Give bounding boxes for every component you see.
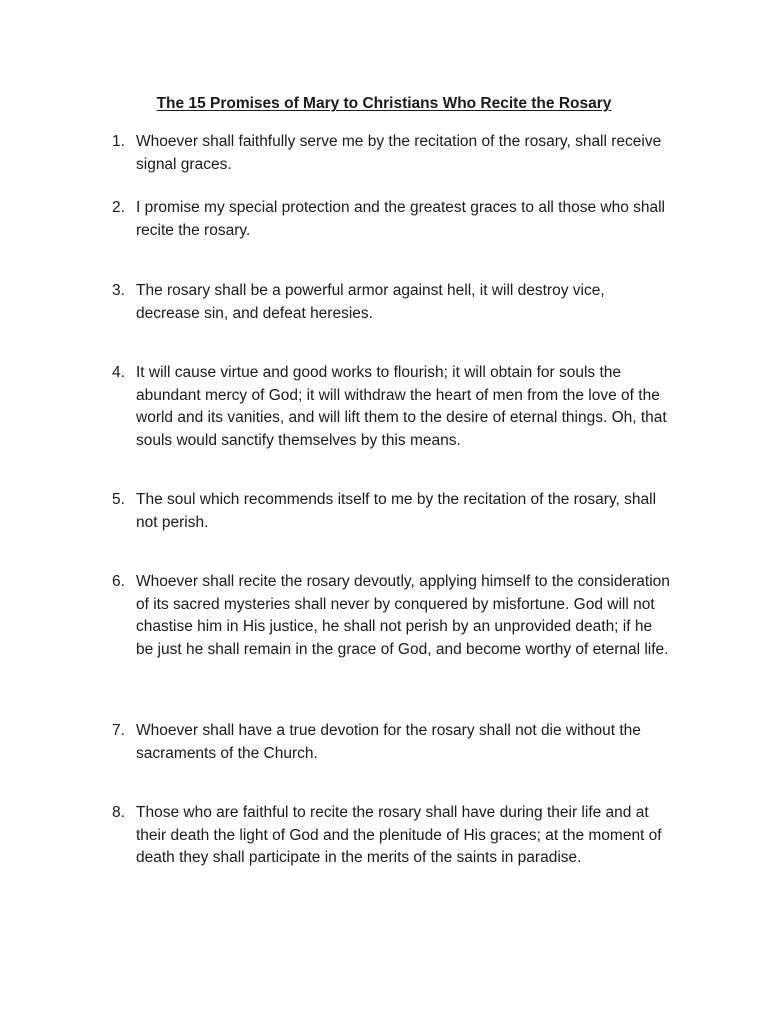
document-title: The 15 Promises of Mary to Christians Who Recite the Rosary <box>156 95 612 112</box>
promise-text: Whoever shall recite the rosary devoutly, applying himself to the consideration of its sacred mysteries shall never by conquered by misfortune. God will not chastise him in His justice, he shall not perish by an unprovided death; if he be just he shall remain in the grace of God, and become worthy of eternal life. <box>136 573 670 658</box>
promise-item-3 <box>112 280 672 325</box>
promise-number: 3. <box>112 282 125 299</box>
promise-text: The soul which recommends itself to me by the recitation of the rosary, shall not perish. <box>136 491 657 531</box>
promise-number: 2. <box>112 199 125 216</box>
promise-text: The rosary shall be a powerful armor against hell, it will destroy vice, decrease sin, and defeat heresies. <box>136 282 605 322</box>
promise-number: 5. <box>112 491 125 508</box>
promise-item-1 <box>112 131 672 176</box>
promise-item-4 <box>112 362 672 452</box>
promise-number: 4. <box>112 364 125 381</box>
promise-text: I promise my special protection and the greatest graces to all those who shall recite the rosary. <box>136 199 665 239</box>
promise-number: 1. <box>112 133 125 150</box>
promise-item-6 <box>112 571 672 661</box>
promise-text: It will cause virtue and good works to flourish; it will obtain for souls the abundant mercy of God; it will withdraw the heart of men from the love of the world and its vanities, and will lift them to the desire of eternal things. Oh, that souls would sanctify themselves by this means. <box>136 364 667 449</box>
promise-item-2 <box>112 197 672 242</box>
promise-item-7 <box>112 720 672 765</box>
promise-text: Whoever shall faithfully serve me by the recitation of the rosary, shall receive signal graces. <box>136 133 662 173</box>
promise-item-5 <box>112 489 672 534</box>
promise-number: 8. <box>112 804 125 821</box>
promise-text: Whoever shall have a true devotion for the rosary shall not die without the sacraments of the Church. <box>136 722 641 762</box>
promise-number: 7. <box>112 722 125 739</box>
promise-item-8 <box>112 802 672 870</box>
promise-text: Those who are faithful to recite the rosary shall have during their life and at their death the light of God and the plenitude of His graces; at the moment of death they shall participate in the merits of the saints in paradise. <box>136 804 662 867</box>
promise-number: 6. <box>112 573 125 590</box>
